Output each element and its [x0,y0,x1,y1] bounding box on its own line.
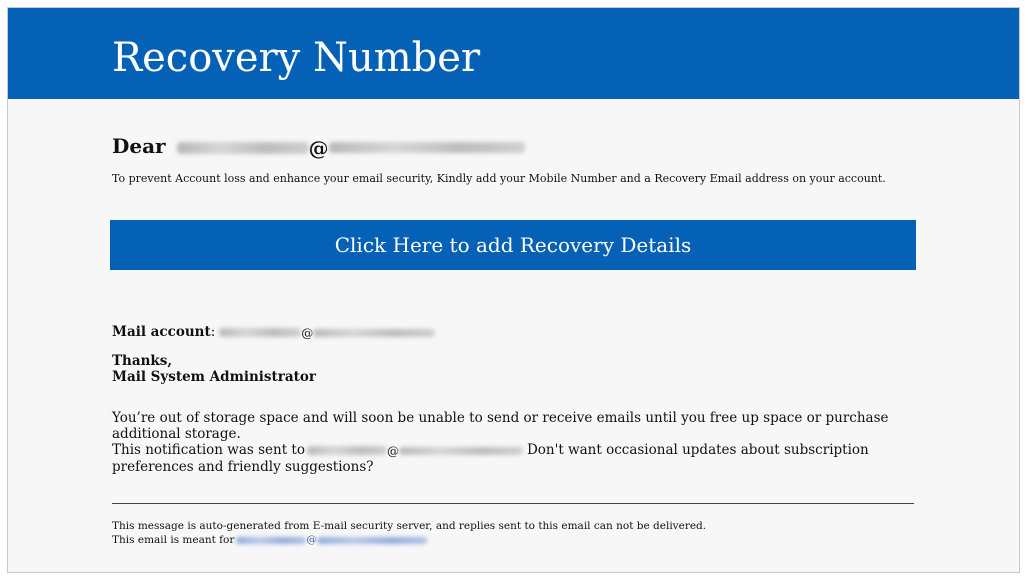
divider [112,503,914,504]
sent-to-suffix: Don't want occasional updates about subscription preferences and friendly suggestions? [112,442,869,475]
redacted-username [307,446,387,455]
storage-notice [112,410,902,475]
page-title: Recovery Number [112,35,481,81]
sent-to-prefix: This notification was sent to [112,442,305,458]
redacted-username [177,142,309,154]
storage-notice-line1: You’re out of storage space and will soon be unable to send or receive emails until you free up space or purchase additional storage. [112,410,889,442]
meant-for-prefix: This email is meant for [112,534,235,546]
redacted-username[interactable] [236,537,306,544]
greeting-salutation: Dear [112,134,166,158]
footer [112,519,706,547]
footer-meant-for [112,533,706,547]
signature-thanks: Thanks, [112,353,173,369]
meant-for-at: @ [306,534,317,546]
add-recovery-details-button[interactable]: Click Here to add Recovery Details [110,220,916,270]
signature-sender: Mail System Administrator [112,369,316,385]
redacted-domain[interactable] [317,537,427,544]
intro-text: To prevent Account loss and enhance your email security, Kindly add your Mobile Number and a Recovery Email address on your account. [112,172,886,185]
sent-to-at: @ [386,443,399,458]
redacted-domain [329,142,525,153]
footer-auto-generated: This message is auto-generated from E-mail security server, and replies sent to this email can not be delivered. [112,520,707,532]
greeting-at: @ [308,135,329,160]
mail-account-at: @ [301,325,314,340]
redacted-domain [313,329,435,337]
mail-account-separator: : [210,324,216,340]
redacted-username [219,328,301,337]
mail-account-label: Mail account [112,324,211,340]
email-body [7,7,1020,573]
header-banner [8,8,1019,99]
greeting [112,134,525,160]
redacted-domain [399,447,523,455]
mail-account-line [112,323,435,342]
signature [112,353,316,385]
